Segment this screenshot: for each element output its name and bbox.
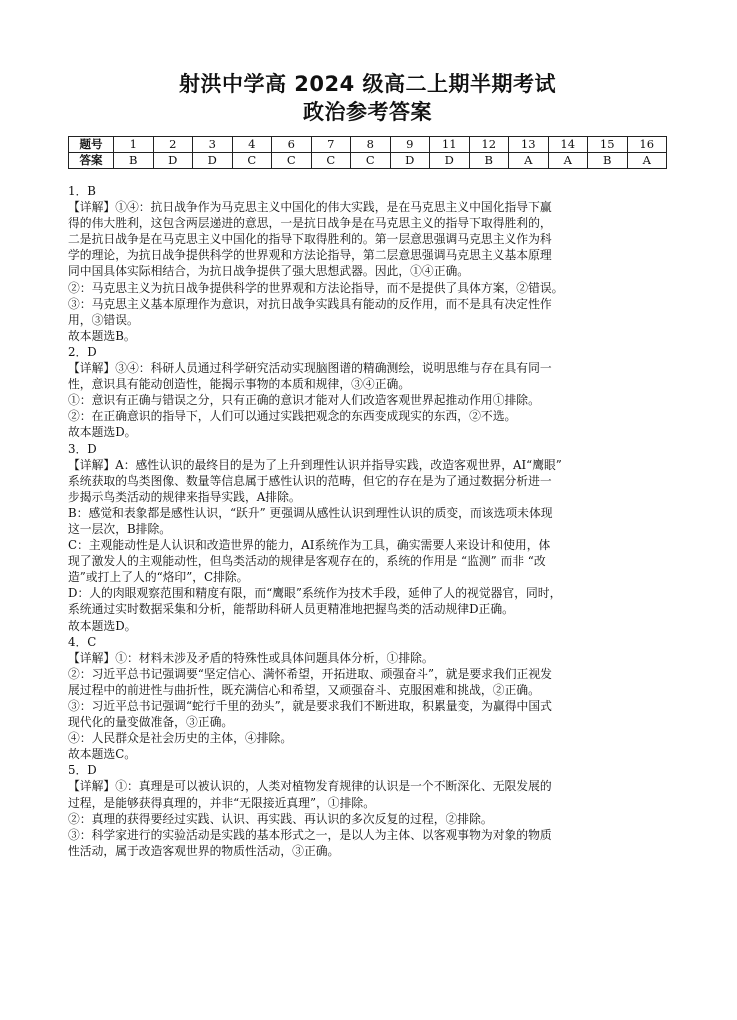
question-number-cell: 8	[351, 137, 391, 153]
explanation-line: 现代化的量变做准备，③正确。	[68, 715, 234, 730]
answer-cell: B	[469, 153, 509, 169]
page-subtitle: 政治参考答案	[303, 100, 432, 124]
question-heading: 4．C	[68, 634, 97, 649]
question-heading: 3．D	[68, 441, 97, 456]
explanation-line: 造”或打上了人的“烙印”，C排除。	[68, 570, 249, 585]
explanation-line: 二是抗日战争是在马克思主义中国化的指导下取得胜利的。第一层意思强调马克思主义作为科	[68, 232, 552, 247]
answer-header: 答案	[69, 153, 114, 169]
answer-cell: D	[430, 153, 470, 169]
answer-cell: A	[627, 153, 667, 169]
explanation-line: B：感觉和表象都是感性认识，“跃升” 更强调从感性认识到理性认识的质变，而该选项未体现	[68, 505, 553, 520]
question-heading: 2．D	[68, 344, 97, 359]
question-number-cell: 1	[114, 137, 154, 153]
question-number-cell: 12	[469, 137, 509, 153]
explanation-line: ①：意识有正确与错误之分，只有正确的意识才能对人们改造客观世界起推动作用①排除。	[68, 393, 540, 408]
explanation-line: 系统通过实时数据采集和分析，能帮助科研人员更精准地把握鸟类的活动规律D正确。	[68, 602, 514, 617]
answer-cell: D	[390, 153, 430, 169]
question-number-cell: 9	[390, 137, 430, 153]
question-number-cell: 13	[509, 137, 549, 153]
question-heading: 1．B	[68, 184, 96, 198]
explanation-line: ②：马克思主义为抗日战争提供科学的世界观和方法论指导，而不是提供了具体方案，②错误。	[68, 280, 564, 295]
answer-cell: C	[311, 153, 351, 169]
answer-cell: A	[548, 153, 588, 169]
explanation-line: ③：马克思主义基本原理作为意识，对抗日战争实践具有能动的反作用，而不是具有决定性作	[68, 296, 552, 311]
explanation-line: ③：习近平总书记强调“蛇行千里的劲头”，就是要求我们不断进取，积累量变，为赢得中国式	[68, 699, 552, 713]
explanation-line: ④：人民群众是社会历史的主体，④排除。	[68, 731, 293, 746]
question-number-row	[69, 137, 667, 153]
conclusion-line: 故本题选D。	[68, 425, 137, 440]
explanation-line: 用，③错误。	[68, 312, 139, 327]
answer-row	[69, 153, 667, 169]
explanation-line: 得的伟大胜利，这包含两层递进的意思，一是抗日战争是在马克思主义的指导下取得胜利的，	[68, 216, 552, 231]
explanation-line: 【详解】A：感性认识的最终目的是为了上升到理性认识并指导实践，改造客观世界，AI“鹰眼”	[68, 457, 562, 472]
question-number-cell: 16	[627, 137, 667, 153]
answer-cell: A	[509, 153, 549, 169]
conclusion-line: 故本题选C。	[68, 747, 137, 762]
question-number-cell: 14	[548, 137, 588, 153]
conclusion-line: 故本题选B。	[68, 328, 136, 343]
explanation-line: 【详解】③④：科研人员通过科学研究活动实现脑图谱的精确测绘，说明思维与存在具有同一	[68, 361, 552, 376]
page-title: 射洪中学高 2024 级高二上期半期考试	[178, 72, 557, 96]
answer-table	[68, 136, 667, 169]
explanation-line: 同中国具体实际相结合，为抗日战争提供了强大思想武器。因此，①④正确。	[68, 264, 470, 279]
explanation-line: C：主观能动性是人认识和改造世界的能力，AI系统作为工具，确实需要人来设计和使用，体	[68, 538, 551, 553]
explanation-line: 【详解】①④：抗日战争作为马克思主义中国化的伟大实践，是在马克思主义中国化指导下赢	[68, 200, 552, 215]
answer-cell: C	[351, 153, 391, 169]
answer-cell: D	[153, 153, 193, 169]
explanation-line: ③：科学家进行的实验活动是实践的基本形式之一，是以人为主体、以客观事物为对象的物质	[68, 827, 552, 842]
explanation-line: 【详解】①：真理是可以被认识的，人类对植物发育规律的认识是一个不断深化、无限发展的	[68, 779, 552, 794]
explanation-line: 步揭示鸟类活动的规律来指导实践，A排除。	[68, 489, 301, 504]
explanation-line: 性活动，属于改造客观世界的物质性活动，③正确。	[68, 843, 340, 858]
explanation-line: 这一层次，B排除。	[68, 521, 172, 536]
answer-cell: B	[588, 153, 628, 169]
explanation-line: 系统获取的鸟类图像、数量等信息属于感性认识的范畴，但它的存在是为了通过数据分析进一	[68, 473, 552, 488]
question-number-header: 题号	[69, 137, 114, 153]
conclusion-line: 故本题选D。	[68, 618, 137, 633]
explanation-line: ②：在正确意识的指导下，人们可以通过实践把观念的东西变成现实的东西，②不选。	[68, 409, 517, 424]
answer-cell: C	[272, 153, 312, 169]
question-heading: 5．D	[68, 763, 97, 778]
explanation-line: 性，意识具有能动创造性，能揭示事物的本质和规律，③④正确。	[68, 377, 411, 392]
explanation-line: 过程，是能够获得真理的，并非“无限接近真理”，①排除。	[68, 795, 375, 810]
question-number-cell: 2	[153, 137, 193, 153]
explanation-line: ②：习近平总书记强调要“坚定信心、满怀希望，开拓进取、顽强奋斗”，就是要求我们正视发	[68, 666, 552, 681]
question-number-cell: 15	[588, 137, 628, 153]
explanations	[68, 183, 667, 859]
explanation-line: 现了激发人的主观能动性，但鸟类活动的规律是客观存在的，系统的作用是 “监测” 而非 “改	[68, 554, 546, 569]
question-number-cell: 4	[232, 137, 272, 153]
answer-cell: C	[232, 153, 272, 169]
answer-cell: D	[193, 153, 233, 169]
question-number-cell: 11	[430, 137, 470, 153]
explanation-line: 展过程中的前进性与曲折性，既充满信心和希望，又顽强奋斗、克服困难和挑战，②正确。	[68, 682, 540, 697]
explanation-line: 学的理论，为抗日战争提供科学的世界观和方法论指导，第二层意思强调马克思主义基本原理	[68, 248, 552, 263]
explanation-line: ②：真理的获得要经过实践、认识、再实践、再认识的多次反复的过程，②排除。	[68, 811, 493, 826]
answer-cell: B	[114, 153, 154, 169]
question-number-cell: 6	[272, 137, 312, 153]
explanation-line: D：人的肉眼观察范围和精度有限，而“鹰眼”系统作为技术手段，延伸了人的视觉器官，同时，	[68, 586, 562, 601]
question-number-cell: 3	[193, 137, 233, 153]
explanation-line: 【详解】①：材料未涉及矛盾的特殊性或具体问题具体分析，①排除。	[68, 650, 434, 665]
question-number-cell: 7	[311, 137, 351, 153]
